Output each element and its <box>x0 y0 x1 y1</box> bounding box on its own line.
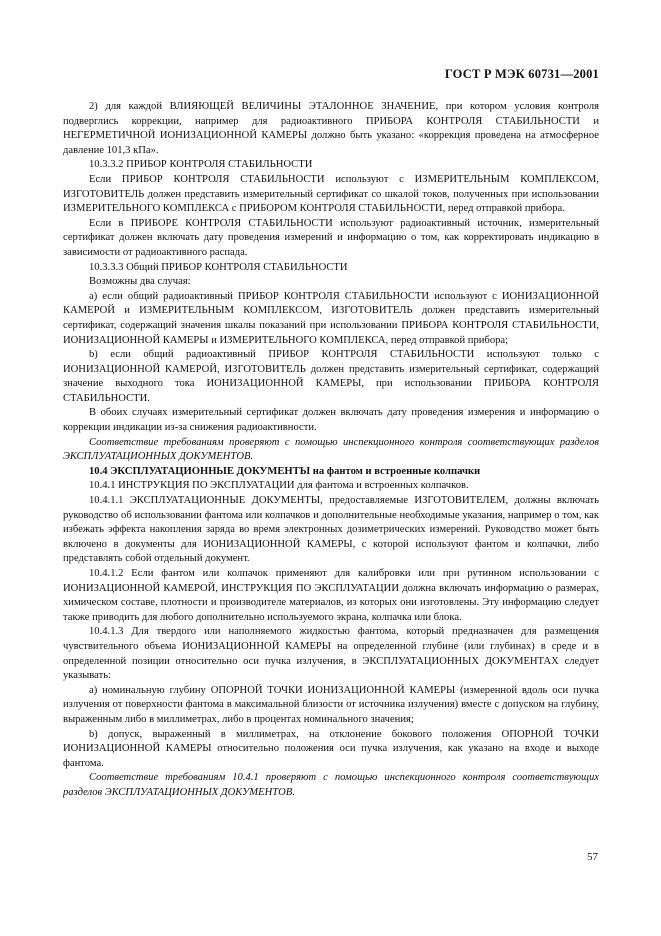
document-body <box>63 100 599 801</box>
paragraph-10-4-1-2: 10.4.1.2 Если фантом или колпачок применяют для калибровки или при рутинном использовании с ИОНИЗАЦИОННОЙ КАМЕРОЙ, ИНСТРУКЦИЯ ПО ЭКСПЛУАТАЦИИ должна включать информацию о размерах, химическом составе, плотности и производителе материалов, из которых они изготовлены. Эту информацию следует также приводить для любого дополнительно используемого экрана, колпачка или блока. <box>63 568 599 623</box>
paragraph-case-b: b) если общий радиоактивный ПРИБОР КОНТРОЛЯ СТАБИЛЬНОСТИ используют только с ИОНИЗАЦИОННОЙ КАМЕРОЙ, ИЗГОТОВИТЕЛЬ должен представить измерительный сертификат, содержащий значение выходного тока ИОНИЗАЦИОННОЙ КАМЕРЫ, при использовании ПРИБОРА КОНТРОЛЯ СТАБИЛЬНОСТИ. <box>63 349 599 404</box>
section-heading-10-3-3-3: 10.3.3.3 Общий ПРИБОР КОНТРОЛЯ СТАБИЛЬНОСТИ <box>89 261 348 273</box>
paragraph-item-a: а) номинальную глубину ОПОРНОЙ ТОЧКИ ИОНИЗАЦИОННОЙ КАМЕРЫ (измеренной вдоль оси пучка излучения от поверхности фантома в максимальной близости от источника излучения) вместе с допуском на глубину, выраженным либо в миллиметрах, либо в процентах номинального значения; <box>63 684 599 725</box>
section-heading-10-3-3-2: 10.3.3.2 ПРИБОР КОНТРОЛЯ СТАБИЛЬНОСТИ <box>89 159 313 171</box>
compliance-note-2: Соответствие требованиям 10.4.1 проверяют с помощью инспекционного контроля соответствующих разделов ЭКСПЛУАТАЦИОННЫХ ДОКУМЕНТОВ. <box>63 772 599 798</box>
paragraph-10-4-1-3: 10.4.1.3 Для твердого или наполняемого жидкостью фантома, который предназначен для размещения чувствительного объема ИОНИЗАЦИОННОЙ КАМЕРЫ на определенной глубине (или глубинах) в среде и в определенной позиции относительно оси пучка излучения, в ЭКСПЛУАТАЦИОННЫХ ДОКУМЕНТАХ следует указывать: <box>63 626 599 682</box>
compliance-note-1: Соответствие требованиям проверяют с помощью инспекционного контроля соответствующих разделов ЭКСПЛУАТАЦИОННЫХ ДОКУМЕНТОВ. <box>63 436 599 463</box>
section-heading-10-4: 10.4 ЭКСПЛУАТАЦИОННЫЕ ДОКУМЕНТЫ на фантом и встроенные колпачки <box>89 465 481 477</box>
standard-header: ГОСТ Р МЭК 60731—2001 <box>444 67 599 81</box>
paragraph-item-2: 2) для каждой ВЛИЯЮЩЕЙ ВЕЛИЧИНЫ ЭТАЛОННОЕ ЗНАЧЕНИЕ, при котором условия контроля подверглись коррекции, например для радиоактивного ПРИБОРА КОНТРОЛЯ СТАБИЛЬНОСТИ и НЕГЕРМЕТИЧНОЙ ИОНИЗАЦИОННОЙ КАМЕРЫ должно быть указано: «коррекция проведена на атмосферное давление 101,3 кПа». <box>63 101 599 156</box>
paragraph-stability-device-usage: Если ПРИБОР КОНТРОЛЯ СТАБИЛЬНОСТИ используют с ИЗМЕРИТЕЛЬНЫМ КОМПЛЕКСОМ, ИЗГОТОВИТЕЛЬ должен представить измерительный сертификат со шкалой токов, полученных при использовании ИЗМЕРИТЕЛЬНОГО КОМПЛЕКСА с ПРИБОРОМ КОНТРОЛЯ СТАБИЛЬНОСТИ, перед отправкой прибора. <box>63 173 599 215</box>
paragraph-radioactive-source: Если в ПРИБОРЕ КОНТРОЛЯ СТАБИЛЬНОСТИ используют радиоактивный источник, измерительный сертификат должен включать дату проведения измерений и информацию о том, как корректировать индикацию в зависимости от радиоактивного распада. <box>63 217 599 258</box>
paragraph-two-cases: Возможны два случая: <box>89 276 191 288</box>
paragraph-both-cases: В обоих случаях измерительный сертификат должен включать дату проведения измерения и информацию о коррекции индикации из-за снижения радиоактивности. <box>63 407 599 434</box>
paragraph-case-a: а) если общий радиоактивный ПРИБОР КОНТРОЛЯ СТАБИЛЬНОСТИ используют с ИОНИЗАЦИОННОЙ КАМЕРОЙ и ИЗМЕРИТЕЛЬНЫМ КОМПЛЕКСОМ, ИЗГОТОВИТЕЛЬ должен представить измерительный сертификат, содержащий значения шкалы показаний при использовании ПРИБОРА КОНТРОЛЯ СТАБИЛЬНОСТИ, ИОНИЗАЦИОННОЙ КАМЕРЫ и ИЗМЕРИТЕЛЬНОГО КОМПЛЕКСА, перед отправкой прибора; <box>63 290 599 346</box>
paragraph-10-4-1-1: 10.4.1.1 ЭКСПЛУАТАЦИОННЫЕ ДОКУМЕНТЫ, предоставляемые ИЗГОТОВИТЕЛЕМ, должны включать руководство об использовании фантома или колпачков и дополнительные необходимые указания, например о том, как избежать эффекта накопления заряда во время электронных дозиметрических измерений. Руководство может быть включено в документы для ИОНИЗАЦИОННОЙ КАМЕРЫ, с которой используют фантом и колпачки, либо представлять собой отдельный документ. <box>63 495 599 565</box>
paragraph-item-b: b) допуск, выраженный в миллиметрах, на отклонение бокового положения ОПОРНОЙ ТОЧКИ ИОНИЗАЦИОННОЙ КАМЕРЫ относительно положения оси пучка излучения, как указано на входе и выходе фантома. <box>63 728 599 769</box>
section-heading-10-4-1: 10.4.1 ИНСТРУКЦИЯ ПО ЭКСПЛУАТАЦИИ для фантома и встроенных колпачков. <box>89 480 469 492</box>
page-number: 57 <box>587 851 598 863</box>
